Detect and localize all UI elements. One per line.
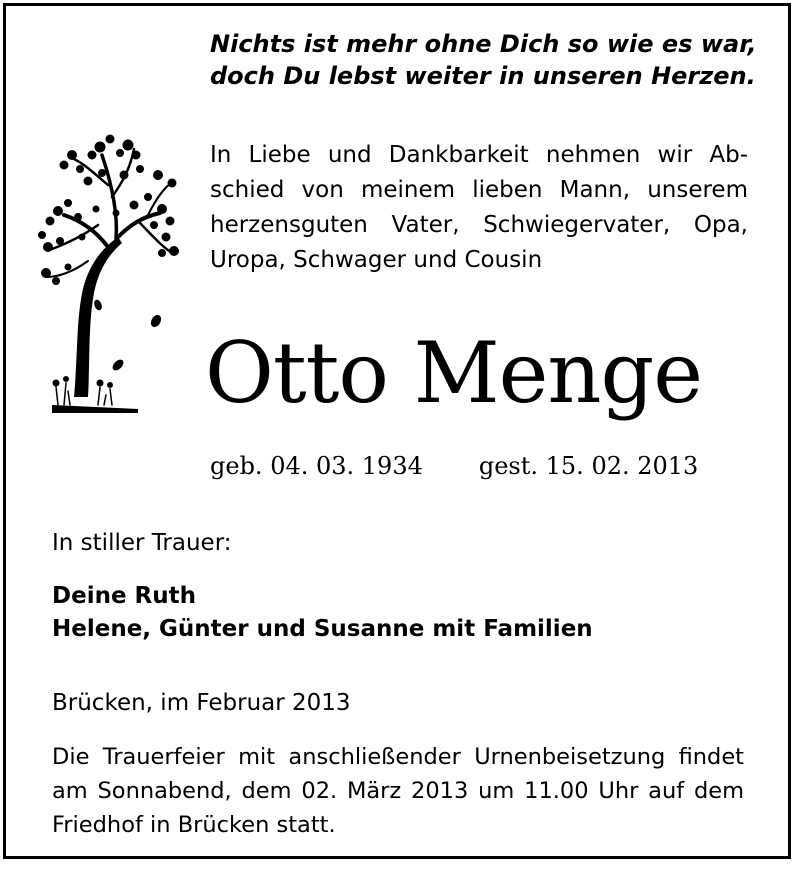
intro-text: In Liebe und Dankbarkeit nehmen wir Abschied von meinem lieben Mann, unserem herzensguten Vater, Schwiegervater, Opa, Uropa, Schwager und Cousin (210, 142, 748, 273)
mourners-list (52, 580, 593, 646)
mourner-line: Helene, Günter und Susanne mit Familien (52, 616, 593, 642)
tree-with-falling-leaves-icon (38, 125, 180, 420)
motto-line-1: Nichts ist mehr ohne Dich so wie es war, (210, 30, 757, 58)
mourner-line: Deine Ruth (52, 583, 197, 609)
motto-verse (210, 28, 770, 92)
motto-line-2: doch Du lebst weiter in unseren Herzen. (210, 62, 756, 90)
death-date: gest. 15. 02. 2013 (478, 452, 699, 480)
deceased-name: Otto Menge (205, 324, 702, 422)
mourning-label: In stiller Trauer: (52, 530, 232, 556)
life-dates (210, 448, 770, 484)
place-date: Brücken, im Februar 2013 (52, 690, 351, 716)
birth-date: geb. 04. 03. 1934 (210, 452, 423, 480)
funeral-notice: Die Trauerfeier mit anschließender Urnenbeisetzung findet am Sonnabend, dem 02. März 2013 um 11.00 Uhr auf dem Friedhof in Brücken statt. (52, 744, 744, 838)
